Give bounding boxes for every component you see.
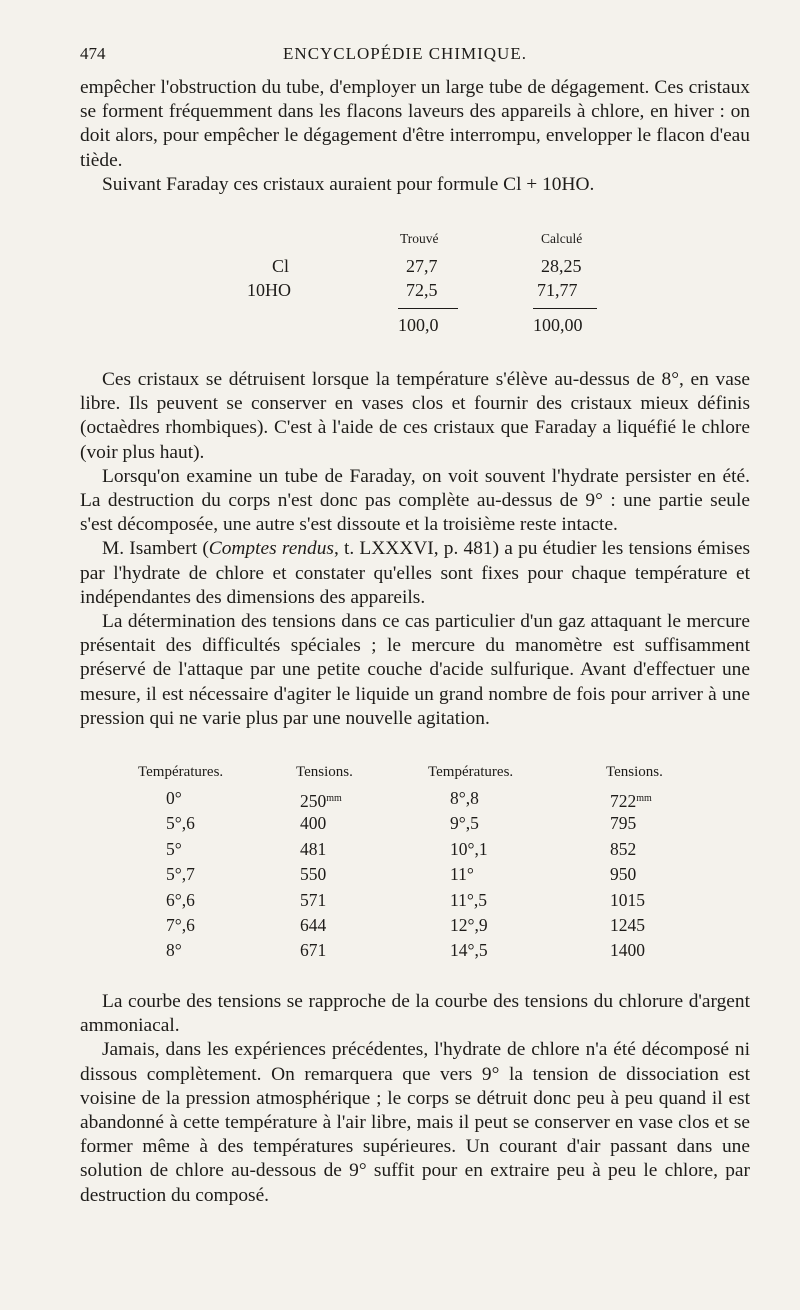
tensions-column-1 [300,786,342,964]
total-rule-found [398,308,458,309]
temperatures-column-1 [166,786,195,964]
analysis-col-found: Trouvé [400,231,439,246]
tension-cell: 1400 [610,940,645,961]
closing-text-block [80,990,750,1208]
main-text-block [80,368,750,731]
header-temperatures-2: Températures. [428,764,514,780]
paragraph-3-post: , t. LXXXVI, p. 481) a pu étudier les tensions émises par l'hydrate de chlore et constater qu'elles sont fixes pour chaque température et indépendantes des dimensions des appareils. [80,538,750,608]
total-rule-calc [533,308,597,309]
paragraph-4: La détermination des tensions dans ce cas particulier d'un gaz attaquant le mercure présentait des difficultés spéciales ; le mercure du manomètre est suffisamment préservé de l'attaque par une petite couche d'acide sulfurique. Avant d'effectuer une mesure, il est nécessaire d'agiter le liquide un grand nombre de fois pour arriver à une pression qui ne varie plus par une nouvelle agitation. [80,611,750,729]
formula-paragraph: Suivant Faraday ces cristaux auraient pour formule Cl + 10HO. [102,173,595,195]
analysis-total-calc: 100,00 [533,315,583,335]
temperature-cell: 6°,6 [166,889,195,910]
tension-cell: 400 [300,813,327,834]
temperature-cell: 11° [450,864,474,885]
top-paragraph-block [80,76,750,197]
tension-cell: 644 [300,914,327,935]
temperature-cell: 5°,6 [166,813,195,834]
temperature-cell: 7°,6 [166,914,195,935]
tensions-column-2 [610,786,652,964]
tension-cell: 852 [610,838,637,859]
tension-cell: 950 [610,864,637,885]
header-temperatures-1: Températures. [138,764,224,780]
header-tensions-1: Tensions. [296,764,353,780]
tension-value: 722 [610,791,637,811]
tension-cell: 571 [300,889,327,910]
paragraph-3 [80,537,750,610]
temperature-cell: 0° [166,788,182,808]
tension-unit: mm [636,793,652,804]
running-title: ENCYCLOPÉDIE CHIMIQUE. [283,44,527,63]
analysis-row-calc: 28,25 [541,256,582,276]
analysis-row-label: 10HO [247,280,291,300]
analysis-total-found: 100,0 [398,315,439,335]
paragraph-6: Jamais, dans les expériences précédentes, l'hydrate de chlore n'a été décomposé ni dissous complètement. On remarquera que vers 9° la tension de dissociation est voisine de la pression atmosphérique ; le corps se détruit donc peu à peu quand il est abandonné à cette température à l'air libre, mais il peut se conserver en vase clos et se former même à des températures supérieures. Un courant d'air passant dans une solution de chlore au-dessous de 9° suffit pour en extraire peu à peu le chlore, par destruction du composé. [80,1039,750,1206]
header-tensions-2: Tensions. [606,764,663,780]
temperature-cell: 5°,7 [166,864,195,885]
temperature-cell: 10°,1 [450,838,488,859]
temperature-cell: 8°,8 [450,788,479,808]
temperature-cell: 14°,5 [450,940,488,961]
tension-cell [300,786,342,811]
paragraph-2: Lorsqu'on examine un tube de Faraday, on voit souvent l'hydrate persister en été. La destruction du corps n'est donc pas complète au-dessus de 9° : une partie seule s'est décomposée, une autre s'est dissoute et la troisième reste intacte. [80,465,750,536]
page-header [80,44,730,68]
tension-value: 250 [300,791,327,811]
paragraph-3-pre: M. Isambert ( [102,538,209,560]
tension-cell: 795 [610,813,637,834]
tension-cell: 671 [300,940,327,961]
temperature-cell: 9°,5 [450,813,479,834]
page-number: 474 [80,44,106,63]
tension-cell: 1245 [610,914,645,935]
analysis-row-found: 72,5 [406,280,438,300]
tension-unit: mm [326,793,342,804]
paragraph-5: La courbe des tensions se rapproche de la courbe des tensions du chlorure d'argent ammoniacal. [80,991,750,1037]
temperature-cell: 8° [166,940,182,961]
tension-cell: 550 [300,864,327,885]
temperature-cell: 11°,5 [450,889,487,910]
analysis-row-label: Cl [272,256,290,276]
analysis-col-calc: Calculé [541,231,583,246]
temperature-cell: 12°,9 [450,914,488,935]
citation-title: Comptes rendus [208,538,334,560]
temperature-cell: 5° [166,838,182,859]
temperatures-column-2 [450,786,488,964]
analysis-row-calc: 71,77 [537,280,578,300]
tension-cell [610,786,652,811]
top-paragraph: empêcher l'obstruction du tube, d'employer un large tube de dégagement. Ces cristaux se forment fréquemment dans les flacons laveurs des appareils à chlore, en hiver : on doit alors, pour empêcher le dégagement d'être interrompu, envelopper le flacon d'eau tiède. [80,77,750,171]
tension-cell: 1015 [610,889,645,910]
paragraph-1: Ces cristaux se détruisent lorsque la température s'élève au-dessus de 8°, en vase libre. Ils peuvent se conserver en vases clos et fournir des cristaux mieux définis (octaèdres rhombiques). C'est à l'aide de ces cristaux que Faraday a liquéfié le chlore (voir plus haut). [80,369,750,463]
tension-cell: 481 [300,838,327,859]
analysis-row-found: 27,7 [406,256,438,276]
